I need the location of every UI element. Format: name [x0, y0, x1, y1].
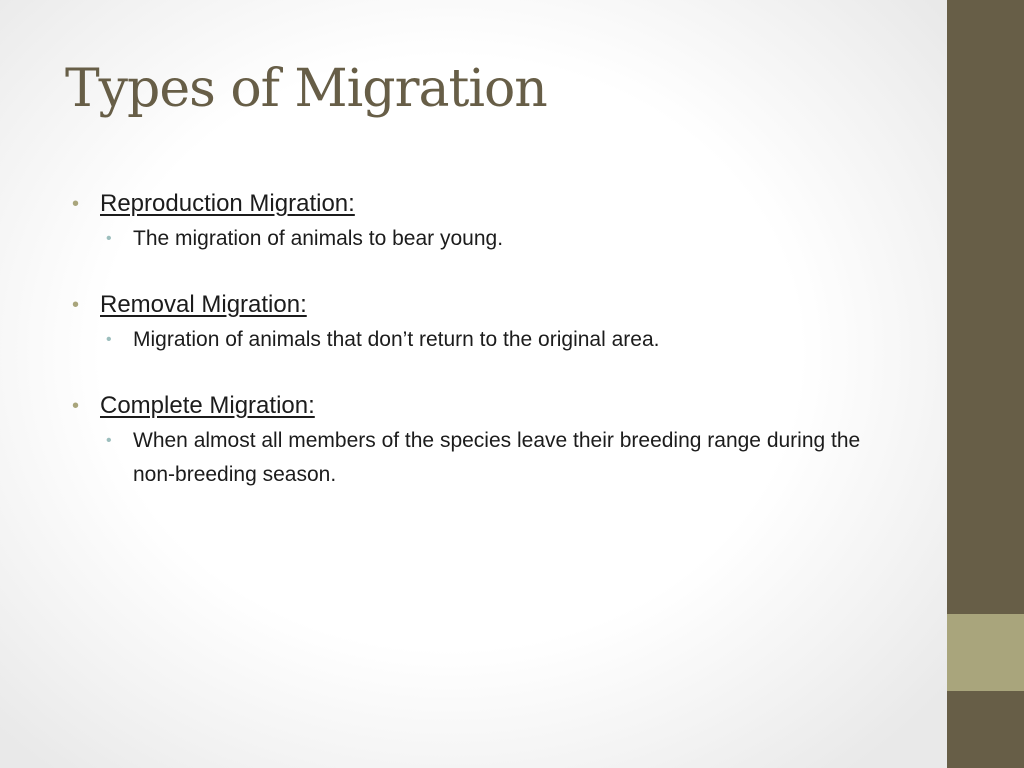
bullet-heading — [72, 186, 892, 222]
bullet-heading — [72, 388, 892, 424]
heading-text: Complete Migration: — [100, 392, 315, 419]
detail-text: Migration of animals that don’t return to the original area. — [133, 328, 660, 351]
sub-bullet-icon: • — [106, 230, 112, 247]
bullet-icon: • — [72, 395, 80, 417]
list-item — [72, 388, 892, 492]
detail-text: When almost all members of the species leave their breeding range during the non-breeding season. — [133, 429, 861, 486]
bullet-icon: • — [72, 294, 80, 316]
heading-text: Reproduction Migration: — [100, 190, 355, 217]
sub-bullet-icon: • — [106, 432, 112, 449]
heading-text: Removal Migration: — [100, 291, 307, 318]
bullet-list — [72, 186, 892, 523]
list-item — [72, 186, 892, 256]
slide-title: Types of Migration — [65, 59, 547, 119]
sidebar-accent-block — [947, 614, 1024, 691]
bullet-detail — [106, 323, 892, 357]
bullet-icon: • — [72, 193, 80, 215]
bullet-detail — [106, 424, 892, 492]
detail-text: The migration of animals to bear young. — [133, 227, 504, 250]
bullet-heading — [72, 287, 892, 323]
sub-bullet-icon: • — [106, 331, 112, 348]
list-item — [72, 287, 892, 357]
bullet-detail — [106, 222, 892, 256]
